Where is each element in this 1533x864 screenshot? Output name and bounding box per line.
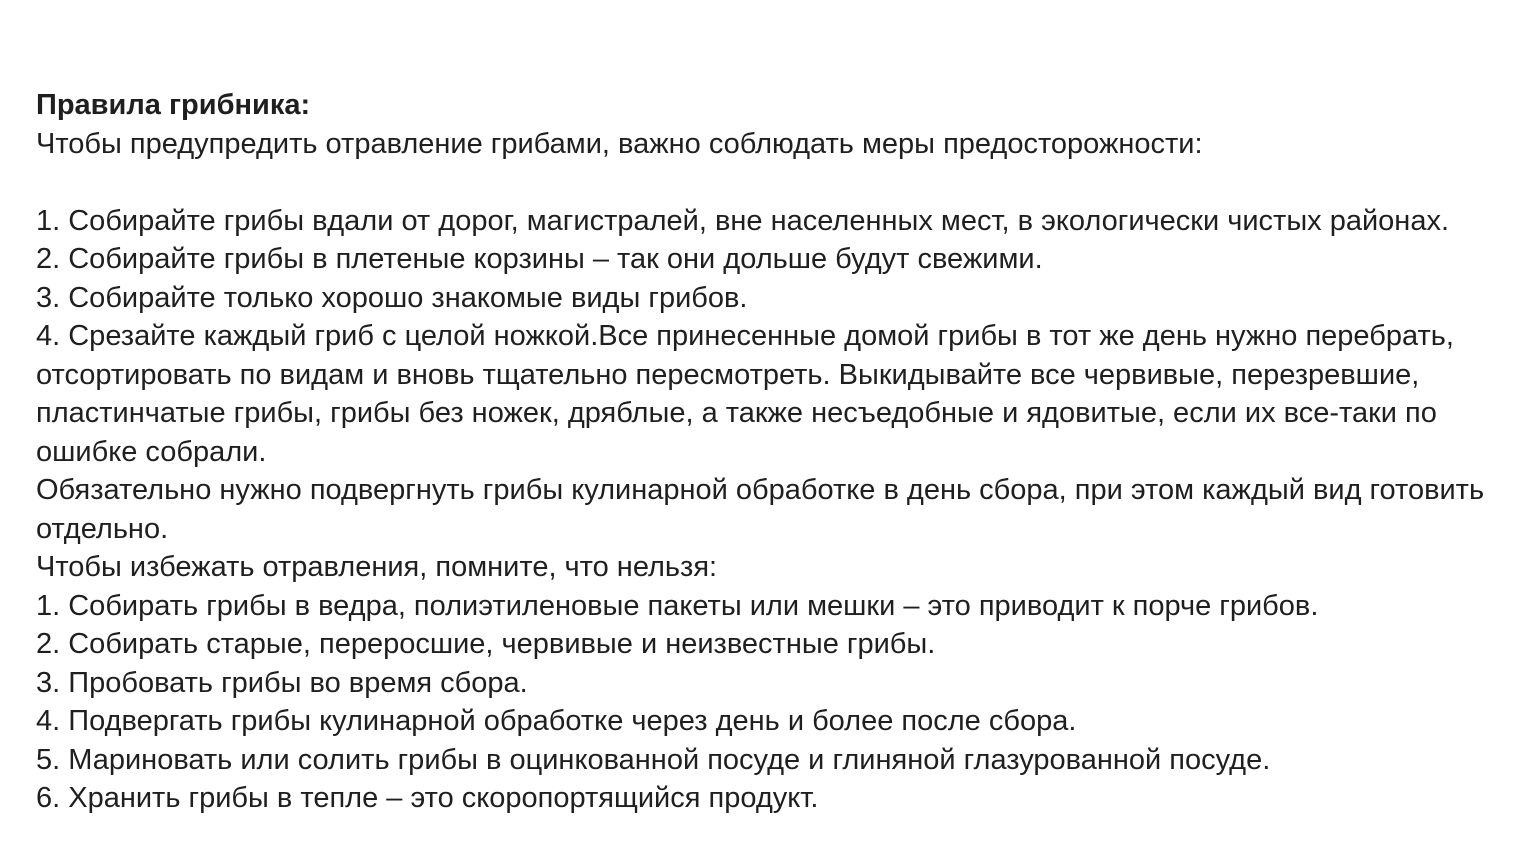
do-rule-item: 4. Срезайте каждый гриб с целой ножкой.Все принесенные домой грибы в тот же день нужно перебрать, отсортировать по видам и вновь тщательно пересмотреть. Выкидывайте все червивые, перезревшие, пластинчатые грибы, грибы без ножек, дряблые, а также несъедобные и ядовитые, если их все-таки по ошибке собрали. [36, 320, 1454, 468]
dont-rule-item: 2. Собирать старые, переросшие, червивые и неизвестные грибы. [36, 628, 936, 660]
slide-content [36, 86, 1516, 818]
dont-rule-item: 5. Мариновать или солить грибы в оцинкованной посуде и глиняной глазурованной посуде. [36, 743, 1271, 776]
intro-text: Чтобы предупредить отравление грибами, важно соблюдать меры предосторожности: [36, 127, 1203, 160]
do-rule-item: 2. Собирайте грибы в плетеные корзины – так они дольше будут свежими. [36, 243, 1043, 275]
cooking-note: Обязательно нужно подвергнуть грибы кулинарной обработке в день сбора, при этом каждый вид готовить отдельно. [36, 474, 1485, 545]
dont-rule-item: 1. Собирать грибы в ведра, полиэтиленовые пакеты или мешки – это приводит к порче грибов. [36, 589, 1319, 622]
dont-rule-item: 3. Пробовать грибы во время сбора. [36, 666, 528, 699]
dont-rules-list [36, 587, 1516, 818]
dont-rule-item: 6. Хранить грибы в тепле – это скоропортящийся продукт. [36, 782, 819, 814]
do-rules-list [36, 202, 1516, 472]
do-rule-item: 3. Собирайте только хорошо знакомые виды грибов. [36, 281, 748, 314]
slide-title: Правила грибника: [36, 89, 311, 121]
do-rule-item: 1. Собирайте грибы вдали от дорог, магистралей, вне населенных мест, в экологически чистых районах. [36, 204, 1449, 237]
dont-intro: Чтобы избежать отравления, помните, что нельзя: [36, 551, 718, 583]
dont-rule-item: 4. Подвергать грибы кулинарной обработке через день и более после сбора. [36, 705, 1077, 737]
blank-line [36, 163, 1516, 202]
